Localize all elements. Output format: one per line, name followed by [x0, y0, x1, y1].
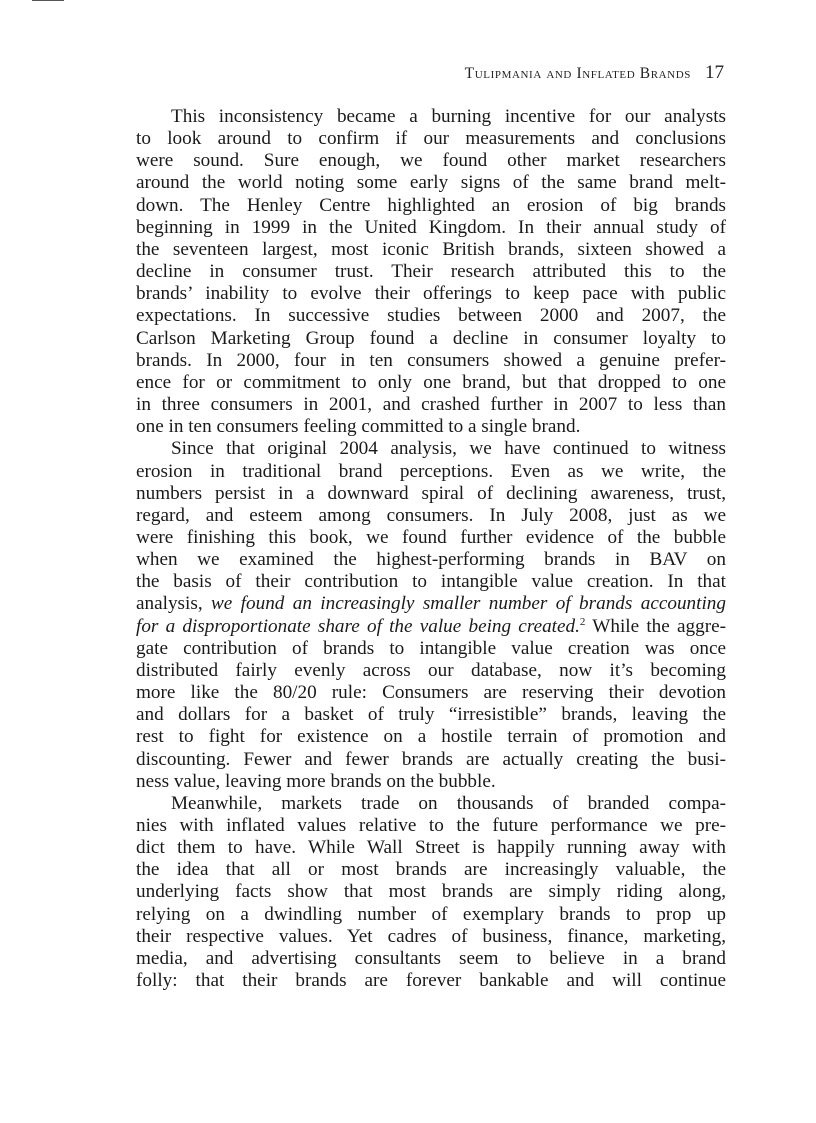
text-span: While the aggre- — [585, 615, 726, 637]
body-text — [136, 106, 726, 992]
text-line: numbers persist in a downward spiral of declining awareness, trust, — [136, 482, 726, 504]
text-line: in three consumers in 2001, and crashed further in 2007 to less than — [136, 394, 726, 416]
footnote-reference: 2 — [579, 615, 586, 628]
text-line: ness value, leaving more brands on the bubble. — [136, 770, 496, 792]
text-line: erosion in traditional brand perceptions. Even as we write, the — [136, 460, 726, 482]
crop-mark — [32, 0, 64, 1]
text-line: media, and advertising consultants seem to believe in a brand — [136, 947, 726, 969]
text-line: the seventeen largest, most iconic British brands, sixteen showed a — [136, 238, 726, 260]
running-head — [465, 62, 724, 84]
text-line: down. The Henley Centre highlighted an erosion of big brands — [136, 194, 726, 216]
text-line: This inconsistency became a burning incentive for our analysts — [171, 106, 726, 127]
text-line: the idea that all or most brands are increasingly valuable, the — [136, 859, 726, 881]
text-line: underlying facts show that most brands are simply riding along, — [136, 881, 726, 903]
text-line: discounting. Fewer and fewer brands are actually creating the busi- — [136, 748, 726, 770]
text-line-italic — [136, 616, 726, 638]
text-line: dict them to have. While Wall Street is happily running away with — [136, 837, 726, 859]
paragraph-1 — [136, 106, 726, 438]
text-line: Meanwhile, markets trade on thousands of branded compa- — [171, 792, 726, 814]
page-number: 17 — [705, 62, 724, 83]
text-line: more like the 80/20 rule: Consumers are reserving their devotion — [136, 682, 726, 704]
text-line: brands. In 2000, four in ten consumers showed a genuine prefer- — [136, 349, 726, 371]
running-title: Tulipmania and Inflated Brands — [464, 65, 691, 82]
text-line: regard, and esteem among consumers. In July 2008, just as we — [136, 504, 726, 526]
text-line: folly: that their brands are forever bankable and will continue — [136, 970, 726, 992]
italic-emphasis: for a disproportionate share of the value being created. — [136, 615, 580, 637]
text-line: around the world noting some early signs of the same brand melt- — [136, 172, 726, 194]
text-line: the basis of their contribution to intangible value creation. In that — [136, 571, 726, 593]
text-line: were sound. Sure enough, we found other market researchers — [136, 150, 726, 172]
text-line: rest to fight for existence on a hostile terrain of promotion and — [136, 726, 726, 748]
text-span: analysis, — [136, 593, 211, 615]
text-line: were finishing this book, we found further evidence of the bubble — [136, 526, 726, 548]
text-line: ence for or commitment to only one brand, but that dropped to one — [136, 371, 726, 393]
text-line: relying on a dwindling number of exemplary brands to prop up — [136, 903, 726, 925]
text-line: brands’ inability to evolve their offerings to keep pace with public — [136, 283, 726, 305]
italic-emphasis: we found an increasingly smaller number of brands accounting — [210, 593, 726, 615]
text-line: Since that original 2004 analysis, we have continued to witness — [171, 438, 726, 460]
text-line: when we examined the highest-performing brands in BAV on — [136, 549, 726, 571]
text-line: expectations. In successive studies between 2000 and 2007, the — [136, 305, 726, 327]
text-line: decline in consumer trust. Their research attributed this to the — [136, 261, 726, 283]
text-line: beginning in 1999 in the United Kingdom. In their annual study of — [136, 216, 726, 238]
text-line: Carlson Marketing Group found a decline in consumer loyalty to — [136, 327, 726, 349]
text-line: their respective values. Yet cadres of business, finance, marketing, — [136, 925, 726, 947]
text-line: to look around to confirm if our measurements and conclusions — [136, 128, 726, 150]
text-line: distributed fairly evenly across our database, now it’s becoming — [136, 659, 726, 681]
text-line: and dollars for a basket of truly “irresistible” brands, leaving the — [136, 704, 726, 726]
text-line-italic — [136, 593, 726, 615]
text-line: one in ten consumers feeling committed to a single brand. — [136, 416, 581, 438]
text-line: gate contribution of brands to intangible value creation was once — [136, 637, 726, 659]
paragraph-3 — [136, 793, 726, 992]
text-line: nies with inflated values relative to the future performance we pre- — [136, 815, 726, 836]
paragraph-2 — [136, 438, 726, 793]
